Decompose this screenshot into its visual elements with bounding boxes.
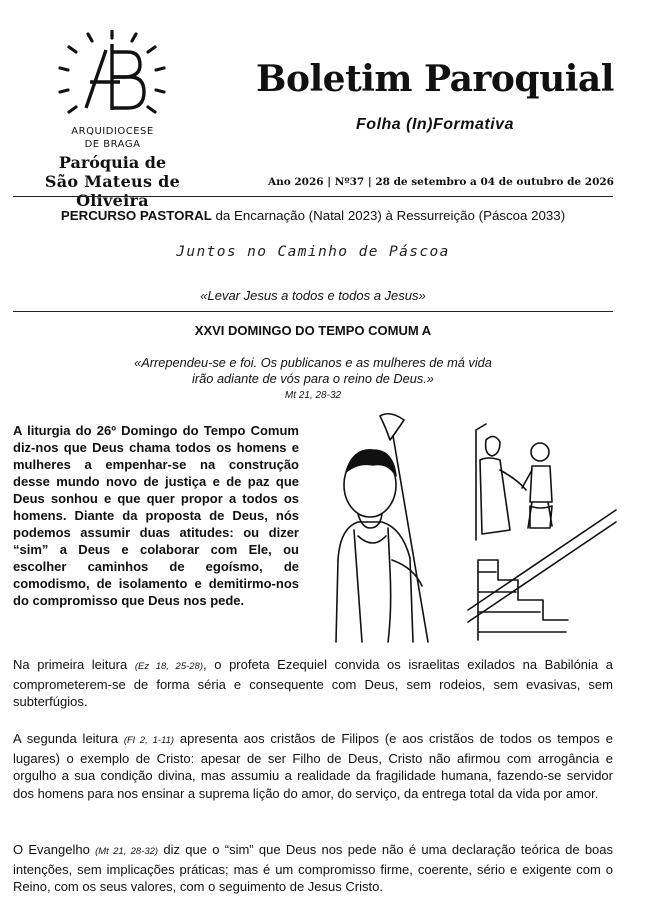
gospel-ref: (Mt 21, 28-32)	[95, 846, 159, 857]
logo-line-1: ARQUIDIOCESE	[71, 126, 154, 137]
citation-line-1: «Arrependeu-se e foi. Os publicanos e as mulheres de má vida	[134, 355, 492, 370]
pastoral-path-line	[13, 208, 613, 223]
first-reading-ref: (Ez 18, 25-28)	[134, 661, 204, 672]
gospel-text: diz que o “sim” que Deus nos pede não é uma declaração teórica de boas intenções, sem implicações práticas; mas é um compromisso firme, coerente, sério e exigente com o Reino, com os seus valores, com o seguimento de Jesus Cristo.	[13, 842, 614, 894]
second-reading-text: apresenta aos cristãos de Filipos (e aos cristãos de todos os tempos e lugares) o exemplo de Cristo: apesar de ser Filho de Deus, Cristo não afirmou com arrogância e orgulho a sua condição divina, mas assumiu a realidade da fragilidade humana, fazendo-se servidor dos homens para nos ensinar a suprema lição do amor, do serviço, da entrega total da vida por amor.	[13, 731, 613, 801]
logo-line-2: DE BRAGA	[84, 139, 141, 150]
gospel-lead: O Evangelho	[13, 842, 96, 857]
intro-paragraph	[13, 422, 299, 609]
parable-sons-illustration-icon	[318, 410, 618, 645]
sunburst-monogram-icon	[20, 30, 205, 130]
divider-top	[13, 196, 613, 197]
second-reading-ref: (Fl 2, 1-11)	[123, 735, 175, 746]
intro-text: A liturgia do 26º Domingo do Tempo Comum diz-nos que Deus chama todos os homens e mulheres a empenhar-se na construção desse mundo novo de justiça e de paz que Deus sonhou e que quer propor a todos os homens. Diante da proposta de Deus, nós podemos assumir duas atitudes: ou dizer “sim” a Deus e colaborar com Ele, ou escolher caminhos de egoísmo, de comodismo, de isolamento e demitirmo-nos do compromisso que Deus nos pede.	[13, 423, 299, 608]
pastoral-path-label: PERCURSO PASTORAL	[60, 208, 212, 223]
citation-line-2: irão adiante de vós para o reino de Deus.»	[192, 371, 434, 386]
citation-reference: Mt 21, 28-32	[284, 390, 342, 401]
pastoral-path-text: da Encarnação (Natal 2023) à Ressurreição (Páscoa 2033)	[211, 208, 566, 223]
gospel-paragraph	[13, 841, 613, 896]
motto-quote: «Levar Jesus a todos e todos a Jesus»	[200, 288, 426, 303]
first-reading-text: , o profeta Ezequiel convida os israelitas exilados na Babilónia a comprometerem-se de forma séria e consequente com Deus, sem rodeios, sem evasivas, sem subterfúgios.	[13, 657, 613, 709]
edition-info: Ano 2026 | Nº37 | 28 de setembro a 04 de outubro de 2026	[267, 176, 614, 188]
parish-name-line-2: São Mateus de Oliveira	[44, 172, 181, 210]
second-reading-lead: A segunda leitura	[13, 731, 124, 746]
parish-name-line-1: Paróquia de	[58, 153, 167, 172]
first-reading-paragraph	[13, 656, 613, 711]
second-reading-paragraph	[13, 730, 613, 802]
divider-middle	[13, 311, 613, 312]
gospel-illustration	[318, 410, 618, 645]
motto: Juntos no Caminho de Páscoa	[176, 244, 450, 260]
bulletin-title: Boletim Paroquial	[256, 58, 614, 100]
bulletin-subtitle: Folha (In)Formativa	[356, 116, 514, 133]
gospel-citation	[13, 355, 613, 387]
sunday-title: XXVI DOMINGO DO TEMPO COMUM A	[194, 323, 432, 338]
first-reading-lead: Na primeira leitura	[13, 657, 135, 672]
archdiocese-logo	[20, 30, 205, 210]
